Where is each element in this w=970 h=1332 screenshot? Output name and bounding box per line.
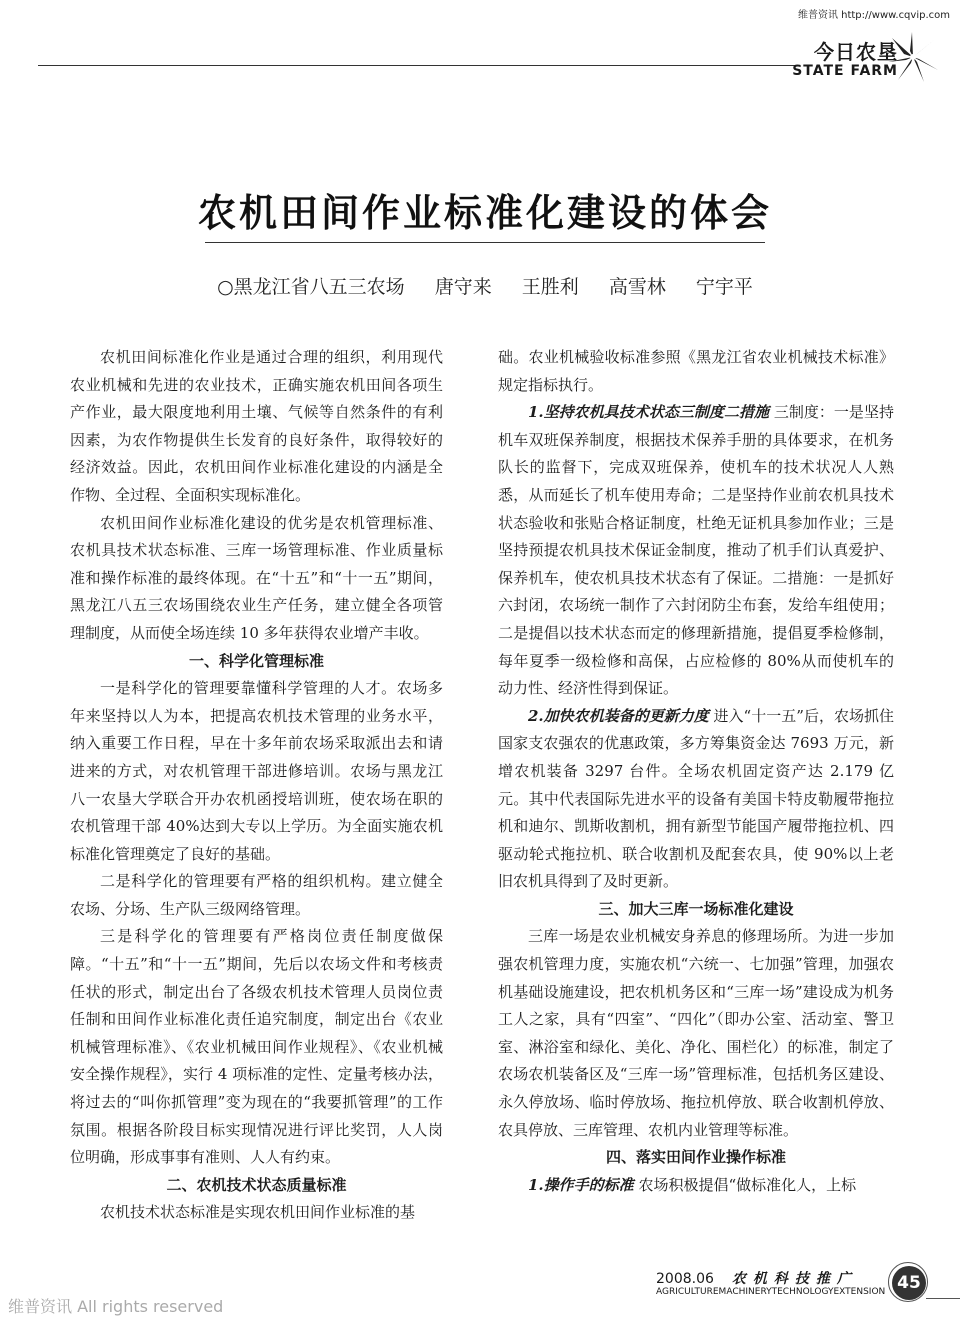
- magazine-name-en: AGRICULTUREMACHINERYTECHNOLOGYEXTENSION: [656, 1287, 886, 1297]
- subsection-lead: 2.加快农机装备的更新力度: [528, 706, 709, 725]
- star-spiral-logo-icon: [884, 30, 942, 84]
- section-heading: 二、农机技术状态质量标准: [166, 1175, 347, 1194]
- magazine-name-cn: 农机科技推广: [731, 1271, 858, 1287]
- paragraph: 三库一场是农业机械安身养息的修理场所。为进一步加强农机管理力度，实施农机“六统一、七加强”管理，加强农机基础设施建设，把农机机务区和“三库一场”建设成为机务工人之家，具有“四室”、“四化”（即办公室、活动室、警卫室、淋浴室和绿化、美化、净化、围栏化）的标准，制定了农场农机装备区及“三库一场”管理标准，包括机务区建设、永久停放场、临时停放场、拖拉机停放、联合收割机停放、农具停放、三库管理、农机内业管理等标准。: [498, 927, 894, 1139]
- author-organization: ○黑龙江省八五三农场: [217, 276, 405, 298]
- page-footer: [656, 1268, 885, 1297]
- paragraph: 三是科学化的管理要有严格岗位责任制度做保障。“十五”和“十一五”期间，先后以农场文件和考核责任状的形式，制定出台了各级农机技术管理人员岗位责任制和田间作业标准化责任追究制度，制定出台《农业机械管理标准》、《农业机械田间作业规程》、《农业机械安全操作规程》，实行 4 项标准的定性、定量考核办法，将过去的“叫你抓管理”变为现在的“我要抓管理”的工作氛围。根据各阶段目标实现情况进行评比奖罚，人人岗位明确，形成事事有准则、人人有约束。: [70, 927, 443, 1167]
- left-column: [70, 344, 443, 1227]
- paragraph-text: 进入“十一五”后，农场抓住国家支农强农的优惠政策，多方筹集资金达 7693 万元，新增农机装备 3297 台件。全场农机固定资产达 2.179 亿元。其中代表国际先进水平的设备有美国卡特皮勒履带拖拉机和迪尔、凯斯收割机，拥有新型节能国产履带拖拉机、四驱动轮式拖拉机、联合收割机及配套农具，使 90%以上老旧农机具得到了及时更新。: [498, 706, 894, 891]
- title-rule: [205, 242, 765, 243]
- paragraph-text: 农场积极提倡“做标准化人，上标: [633, 1175, 857, 1194]
- paragraph: 一是科学化的管理要靠懂科学管理的人才。农场多年来坚持以人为本，把提高农机技术管理的业务水平，纳入重要工作日程，早在十多年前农场采取派出去和请进来的方式，对农机管理干部进修培训。农场与黑龙江八一农垦大学联合开办农机函授培训班，使农场在职的农机管理干部 40%达到大专以上学历。为全面实施农机标准化管理奠定了良好的基础。: [70, 679, 443, 863]
- paragraph: [498, 703, 894, 896]
- masthead-rule: [38, 65, 798, 66]
- page-number: 45: [892, 1266, 926, 1300]
- author-name: 宁宇平: [695, 276, 753, 298]
- paragraph: 础。农业机械验收标准参照《黑龙江省农业机械技术标准》规定指标执行。: [498, 348, 894, 394]
- right-column: [498, 344, 894, 1199]
- author-name: 高雪林: [608, 276, 666, 298]
- author-name: 王胜利: [521, 276, 579, 298]
- byline: [0, 272, 970, 299]
- section-heading: 一、科学化管理标准: [188, 651, 324, 670]
- paragraph: [498, 1172, 894, 1200]
- subsection-lead: 1.操作手的标准: [528, 1175, 634, 1194]
- author-name: 唐守来: [434, 276, 492, 298]
- column-name-en: STATE FARM: [792, 63, 898, 79]
- site-credit: 维普资讯 http://www.cqvip.com: [797, 10, 950, 21]
- paragraph-text: 三制度：一是坚持机车双班保养制度，根据技术保养手册的具体要求，在机务队长的监督下，完成双班保养，使机车的技术状况人人熟悉，从而延长了机车使用寿命；二是坚持作业前农机具技术状态验收和张贴合格证制度，杜绝无证机具参加作业；三是坚持预提农机具技术保证金制度，推动了机手们认真爱护、保养机车，使农机具技术状态有了保证。二措施：一是抓好六封闭，农场统一制作了六封闭防尘布套，发给车组使用；二是提倡以技术状态而定的修理新措施，提倡夏季检修制，每年夏季一级检修和高保，占应检修的 80%从而使机车的动力性、经济性得到保证。: [498, 403, 894, 698]
- page-rule: [926, 1298, 960, 1299]
- paragraph: 农机田间作业标准化建设的优劣是农机管理标准、农机具技术状态标准、三库一场管理标准、作业质量标准和操作标准的最终体现。在“十五”和“十一五”期间，黑龙江八五三农场围绕农业生产任务，建立健全各项管理制度，从而使全场连续 10 多年获得农业增产丰收。: [70, 513, 443, 642]
- section-heading: 四、落实田间作业操作标准: [605, 1148, 786, 1167]
- watermark: 维普资讯 All rights reserved: [8, 1297, 224, 1316]
- paragraph: 农机田间标准化作业是通过合理的组织，利用现代农业机械和先进的农业技术，正确实施农机田间各项生产作业，最大限度地利用土壤、气候等自然条件的有利因素，为农作物提供生长发育的良好条件，取得较好的经济效益。因此，农机田间作业标准化建设的内涵是全作物、全过程、全面积实现标准化。: [70, 348, 443, 504]
- paragraph: 二是科学化的管理要有严格的组织机构。建立健全农场、分场、生产队三级网络管理。: [70, 872, 443, 918]
- issue-date: 2008.06: [656, 1271, 714, 1287]
- paragraph: 农机技术状态标准是实现农机田间作业标准的基: [100, 1203, 416, 1222]
- article-title: 农机田间作业标准化建设的体会: [197, 191, 772, 235]
- section-heading: 三、加大三库一场标准化建设: [598, 899, 794, 918]
- paragraph: [498, 399, 894, 703]
- subsection-lead: 1.坚持农机具技术状态三制度二措施: [528, 403, 770, 422]
- column-masthead: [792, 36, 898, 79]
- column-name-cn: 今日农垦: [814, 40, 898, 64]
